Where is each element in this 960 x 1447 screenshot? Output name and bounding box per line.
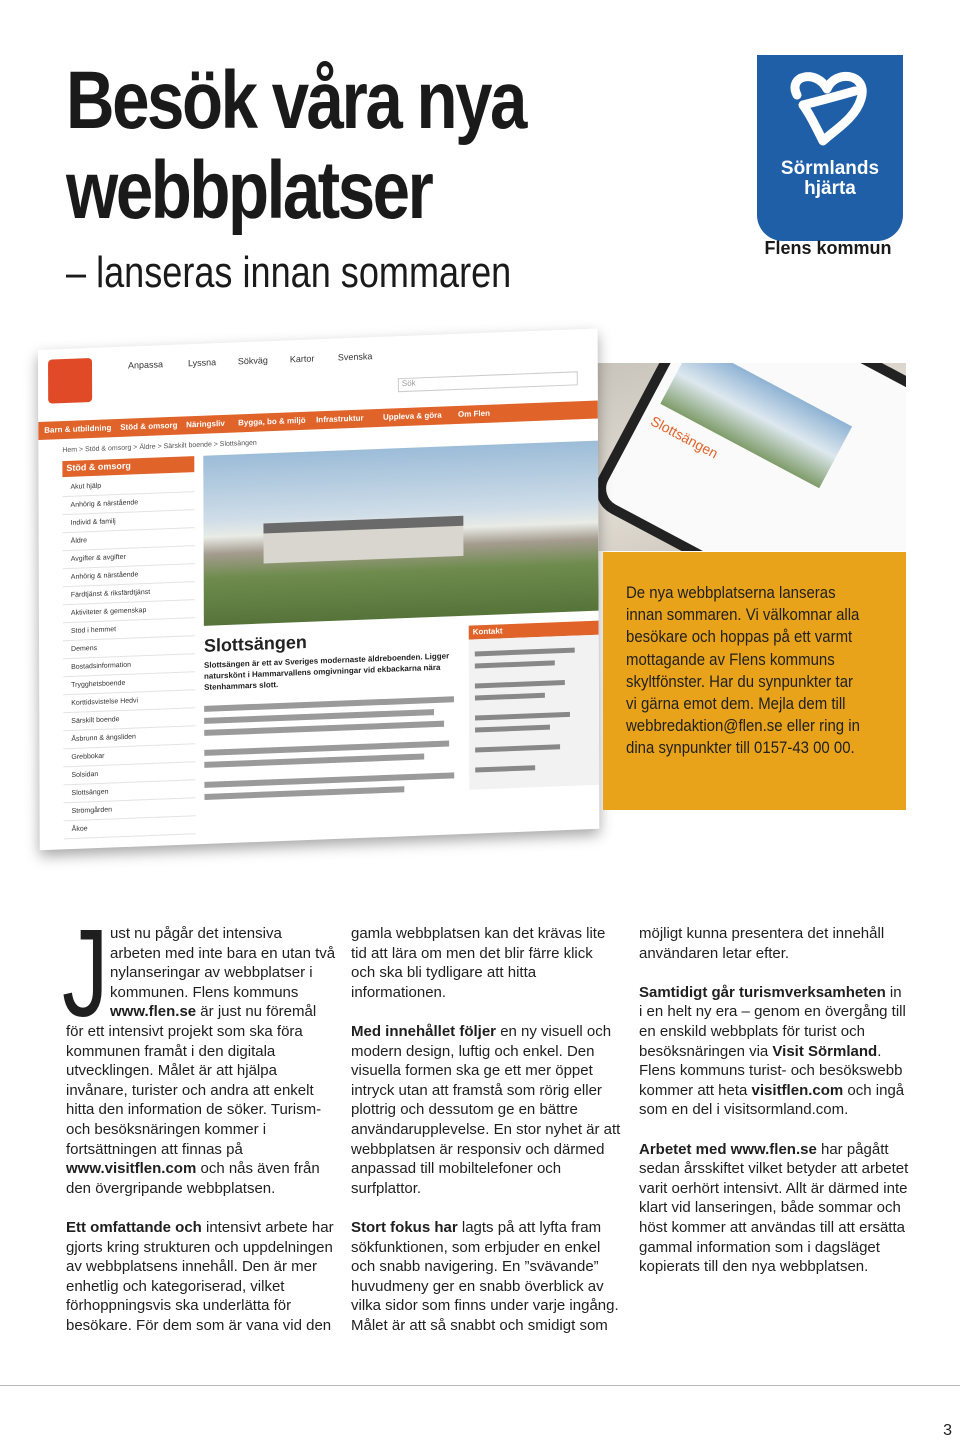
- text-run: är just nu föremål för ett intensivt projekt som ska föra kommunen framåt i den digitala utvecklingen. Målet är att hjälpa invånare, turister och andra att enkelt hitta den information de söker. Turism- och besöksnäringen kommer i fortsättningen att finnas på: [66, 1003, 322, 1158]
- logo-line2: hjärta: [804, 178, 856, 199]
- phone-photo: [588, 363, 906, 551]
- nav-item: Om Flen: [457, 408, 490, 419]
- kontakt-heading: Kontakt: [469, 621, 599, 640]
- sormlands-hjarta-logo: [757, 55, 903, 241]
- body-column-3: [639, 924, 909, 1296]
- sidebar-item: Individ & familj: [63, 510, 195, 533]
- sidebar-item: Grebbokar: [63, 744, 195, 767]
- paragraph: [351, 1022, 621, 1198]
- nav-item: Stöd & omsorg: [120, 420, 178, 432]
- sidebar-item: Färdtjänst & riksfärdtjänst: [63, 582, 195, 605]
- paragraph: [639, 1140, 909, 1277]
- text-line: [204, 772, 454, 788]
- caption-text: De nya webbplatserna lanseras innan sommaren. Vi välkomnar alla besökare och hoppas på ett varmt mottagande av Flens kommuns skyltfönster. Har du synpunkter tar vi gärna emot dem. Mejla dem till webbredaktion@flen.se eller ring in dina synpunkter till 0157-43 00 00.: [626, 583, 860, 758]
- page-title: Besök våra nya webbplatser: [66, 55, 525, 236]
- sidebar-item: Solsidan: [63, 762, 195, 785]
- sidebar-item: Stöd i hemmet: [63, 618, 195, 641]
- sidebar-item: Avgifter & avgifter: [63, 546, 195, 569]
- text-run: ust nu pågår det intensiva arbeten med inte bara en utan två nylanseringar av webbplatser i kommunen. Flens kommuns: [110, 925, 336, 1001]
- lead-in: Ett omfattande och: [66, 1218, 202, 1236]
- toplink: Lyssna: [187, 357, 217, 369]
- site-page-heading: Slottsängen: [203, 631, 307, 656]
- site-logo: [48, 358, 92, 404]
- lead-in: Arbetet med www.flen.se: [639, 1140, 817, 1158]
- paragraph: gamla webbplatsen kan det krävas lite tid att lära om men det blir färre klick och ska bli tydligare att hitta informationen.: [351, 925, 606, 1001]
- sidebar-item: Bostadsinformation: [63, 654, 195, 677]
- page-number: 3: [943, 1422, 952, 1439]
- lead-in: Samtidigt går turismverksamheten: [639, 983, 886, 1001]
- nav-item: Uppleva & göra: [383, 410, 442, 422]
- lead-in: Med innehållet följer: [351, 1022, 497, 1040]
- toplink: Svenska: [337, 351, 373, 363]
- nav-item: Bygga, bo & miljö: [238, 415, 306, 428]
- text-run: har pågått sedan årsskiftet vilket betyder att arbetet varit oerhört intensivt. Allt är därmed inte klart vid lanseringen, både sommar och höst kommer att användas till att ersätta gammal information som i dagsläget kopierats till den nya webbplatsen.: [639, 1140, 909, 1276]
- sidebar-item: Demens: [63, 636, 195, 659]
- text-line: [204, 753, 424, 767]
- text-run: en ny visuell och modern design, luftig och enkel. Den visuella formen ska ge ett mer öppet intryck utan att framstå som rörig eller plottrig och dessutom ge en bättre användarupplevelse. En stor nyhet är att webbplatsen är responsiv och därmed anpassad till mobiltelefoner och surfplattor.: [351, 1022, 621, 1197]
- sidebar-item: Slottsängen: [64, 780, 196, 803]
- nav-item: Näringsliv: [186, 418, 225, 430]
- text-line: [204, 786, 404, 800]
- site-lead: Slottsängen är ett av Sveriges modernaste äldreboenden. Ligger naturskönt i Hammarvallens omgivningar vid ekbackarna nära Stenhammars slott.: [203, 651, 450, 692]
- text-run: och ingå som en del i visitsormland.com.: [639, 1081, 905, 1119]
- paragraph: [639, 983, 909, 1120]
- nav-item: Barn & utbildning: [44, 423, 112, 435]
- text-run: och nås även från den övergripande webbplatsen.: [66, 1160, 320, 1197]
- sidebar-item: Korttidsvistelse Hedvi: [63, 690, 195, 713]
- toplink: Anpassa: [127, 359, 164, 371]
- text-run: . Flens kommuns turist- och besökswebb kommer att heta: [639, 1042, 903, 1099]
- page-subtitle: – lanseras innan sommaren: [66, 248, 512, 297]
- text-line: [204, 721, 444, 736]
- site-breadcrumb: Hem > Stöd & omsorg > Äldre > Särskilt boende > Slottsängen: [62, 439, 257, 455]
- sidebar-item: Anhörig & närstående: [62, 492, 194, 515]
- nav-item: Infrastruktur: [316, 413, 364, 425]
- drop-cap: J: [62, 905, 109, 1043]
- sidebar-item: Åsbrunn & ängsliden: [63, 726, 195, 749]
- phone-screen: [588, 363, 906, 551]
- sidebar-heading: Stöd & omsorg: [62, 456, 194, 477]
- slottsangen-photo: [203, 441, 598, 626]
- text-run: in i en helt ny era – genom en övergång till en enskild webbplats för turist och besöksnäringen via: [639, 983, 906, 1060]
- sidebar-item: Anhörig & närstående: [63, 564, 195, 587]
- building-shape: [263, 516, 463, 564]
- paragraph: [66, 1218, 336, 1336]
- toplink: Sökväg: [237, 355, 268, 367]
- heart-ribbon-icon: [757, 55, 903, 155]
- org-name: Flens kommun: [764, 238, 892, 258]
- visit-sormland: Visit Sörmland: [772, 1042, 878, 1060]
- text-run: intensivt arbete har gjorts kring strukturen och uppdelningen av webbplatsens innehåll. Den är mer enhetlig och kategoriserad, vilket förhoppningsvis ska underlätta för besökare. För dem som är vana vid den: [66, 1218, 334, 1334]
- link-visitflen: visitflen.com: [751, 1081, 844, 1099]
- toplink: Kartor: [289, 353, 315, 365]
- sidebar-item: Åkoe: [64, 816, 196, 839]
- paragraph: [351, 1218, 621, 1336]
- website-screenshot: [38, 329, 599, 851]
- sidebar-item: Strömgården: [64, 798, 196, 821]
- link-visitflen: www.visitflen.com: [66, 1160, 197, 1178]
- paragraph: [62, 905, 336, 1198]
- sidebar-item: Trygghetsboende: [63, 672, 195, 695]
- body-column-1: [62, 905, 336, 1355]
- logo-line1: Sörmlands: [780, 158, 880, 179]
- site-search-input: Sök: [398, 371, 578, 392]
- lead-in: Stort fokus har: [351, 1218, 458, 1236]
- body-column-2: [351, 924, 621, 1355]
- text-run: lagts på att lyfta fram sökfunktionen, som erbjuder en enkel och snabb navigering. En ”svävande” huvudmeny ger en snabb överblick av vilka sidor som finns under varje ingång. Målet är att så snabbt och smidigt som: [351, 1218, 619, 1334]
- phone-heading: Slottsängen: [648, 412, 721, 462]
- footer-divider: [0, 1385, 960, 1386]
- paragraph: möjligt kunna presentera det innehåll användaren letar efter.: [639, 925, 885, 962]
- link-flen: www.flen.se: [110, 1003, 197, 1021]
- sidebar-item: Särskilt boende: [63, 708, 195, 731]
- sidebar-item: Aktiviteter & gemenskap: [63, 600, 195, 623]
- sidebar-item: Äldre: [63, 528, 195, 551]
- sidebar-item: Akut hjälp: [62, 474, 194, 497]
